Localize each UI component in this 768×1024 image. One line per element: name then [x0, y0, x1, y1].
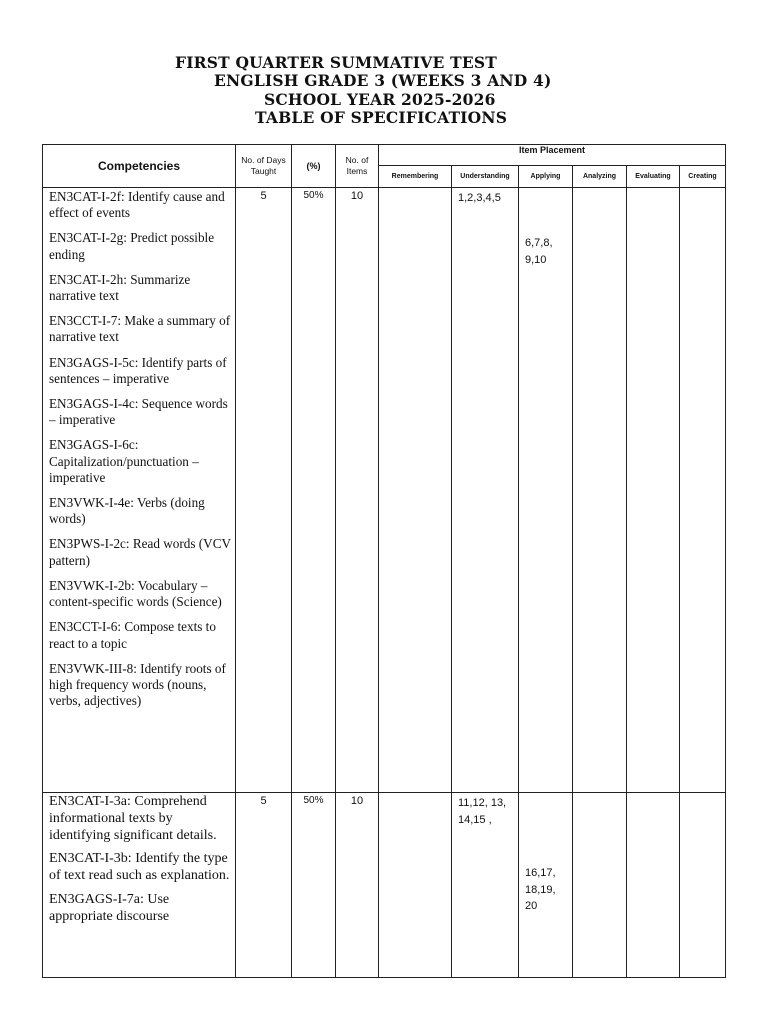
competency-item: EN3PWS-I-2c: Read words (VCV pattern): [49, 536, 231, 568]
evaluating-cell: [627, 793, 680, 978]
analyzing-cell: [573, 188, 627, 793]
competency-item: EN3VWK-I-2b: Vocabulary – content-specific words (Science): [49, 577, 222, 610]
header-row-1: [43, 145, 726, 166]
competency-item: EN3GAGS-I-4c: Sequence words – imperative: [49, 395, 228, 428]
competency-item: EN3GAGS-I-7a: Use appropriate discourse: [49, 891, 170, 924]
remembering-cell: [379, 188, 452, 793]
competency-item: EN3GAGS-I-5c: Identify parts of sentences – imperative: [49, 354, 227, 386]
level-evaluating-header: Evaluating: [627, 166, 680, 188]
competency-item: EN3VWK-I-4e: Verbs (doing words): [49, 495, 205, 527]
competency-item: EN3CCT-I-7: Make a summary of narrative text: [49, 313, 231, 345]
title-line-3: SCHOOL YEAR 2025-2026: [264, 90, 496, 109]
level-remembering-header: Remembering: [379, 166, 452, 188]
applying-cell: 6,7,8, 9,10: [519, 188, 573, 793]
table-row: [43, 793, 726, 978]
creating-cell: [680, 793, 726, 978]
competency-item: EN3CAT-I-2h: Summarize narrative text: [49, 271, 191, 304]
competencies-header: Competencies: [43, 145, 236, 188]
competency-item: EN3CAT-I-2g: Predict possible ending: [49, 230, 215, 262]
competency-item: EN3CAT-I-2f: Identify cause and effect of events: [49, 189, 225, 221]
days-taught-value: 5: [236, 188, 292, 793]
competency-item: EN3GAGS-I-6c: Capitalization/punctuation – imperative: [49, 437, 199, 485]
understanding-cell: 11,12, 13,14,15 ,: [452, 793, 519, 978]
days-taught-value: 5: [236, 793, 292, 978]
level-understanding-header: Understanding: [452, 166, 519, 188]
analyzing-cell: [573, 793, 627, 978]
competency-item: EN3VWK-III-8: Identify roots of high frequency words (nouns, verbs, adjectives): [49, 660, 226, 709]
remembering-cell: [379, 793, 452, 978]
competency-item: EN3CAT-I-3b: Identify the type of text read such as explanation.: [49, 851, 230, 884]
title-line-2: ENGLISH GRADE 3 (WEEKS 3 AND 4): [214, 71, 552, 90]
competencies-cell: [43, 188, 236, 793]
items-count-value: 10: [336, 793, 379, 978]
items-header: No. of Items: [336, 145, 379, 188]
days-taught-header: No. of Days Taught: [236, 145, 292, 188]
item-placement-header: Item Placement: [379, 145, 726, 166]
competency-item: EN3CCT-I-6: Compose texts to react to a topic: [49, 619, 216, 651]
specifications-table: [42, 144, 726, 978]
percent-value: 50%: [292, 793, 336, 978]
creating-cell: [680, 188, 726, 793]
title-line-1: FIRST QUARTER SUMMATIVE TEST: [175, 53, 497, 72]
percent-value: 50%: [292, 188, 336, 793]
competencies-cell: [43, 793, 236, 978]
evaluating-cell: [627, 188, 680, 793]
level-applying-header: Applying: [519, 166, 573, 188]
competency-item: EN3CAT-I-3a: Comprehend informational texts by identifying significant details.: [49, 794, 217, 843]
applying-cell: 16,17, 18,19, 20: [519, 793, 573, 978]
understanding-cell: 1,2,3,4,5: [452, 188, 519, 793]
level-creating-header: Creating: [680, 166, 726, 188]
level-analyzing-header: Analyzing: [573, 166, 627, 188]
items-count-value: 10: [336, 188, 379, 793]
title-line-4: TABLE OF SPECIFICATIONS: [255, 108, 508, 127]
percent-header: (%): [292, 145, 336, 188]
table-row: [43, 188, 726, 793]
